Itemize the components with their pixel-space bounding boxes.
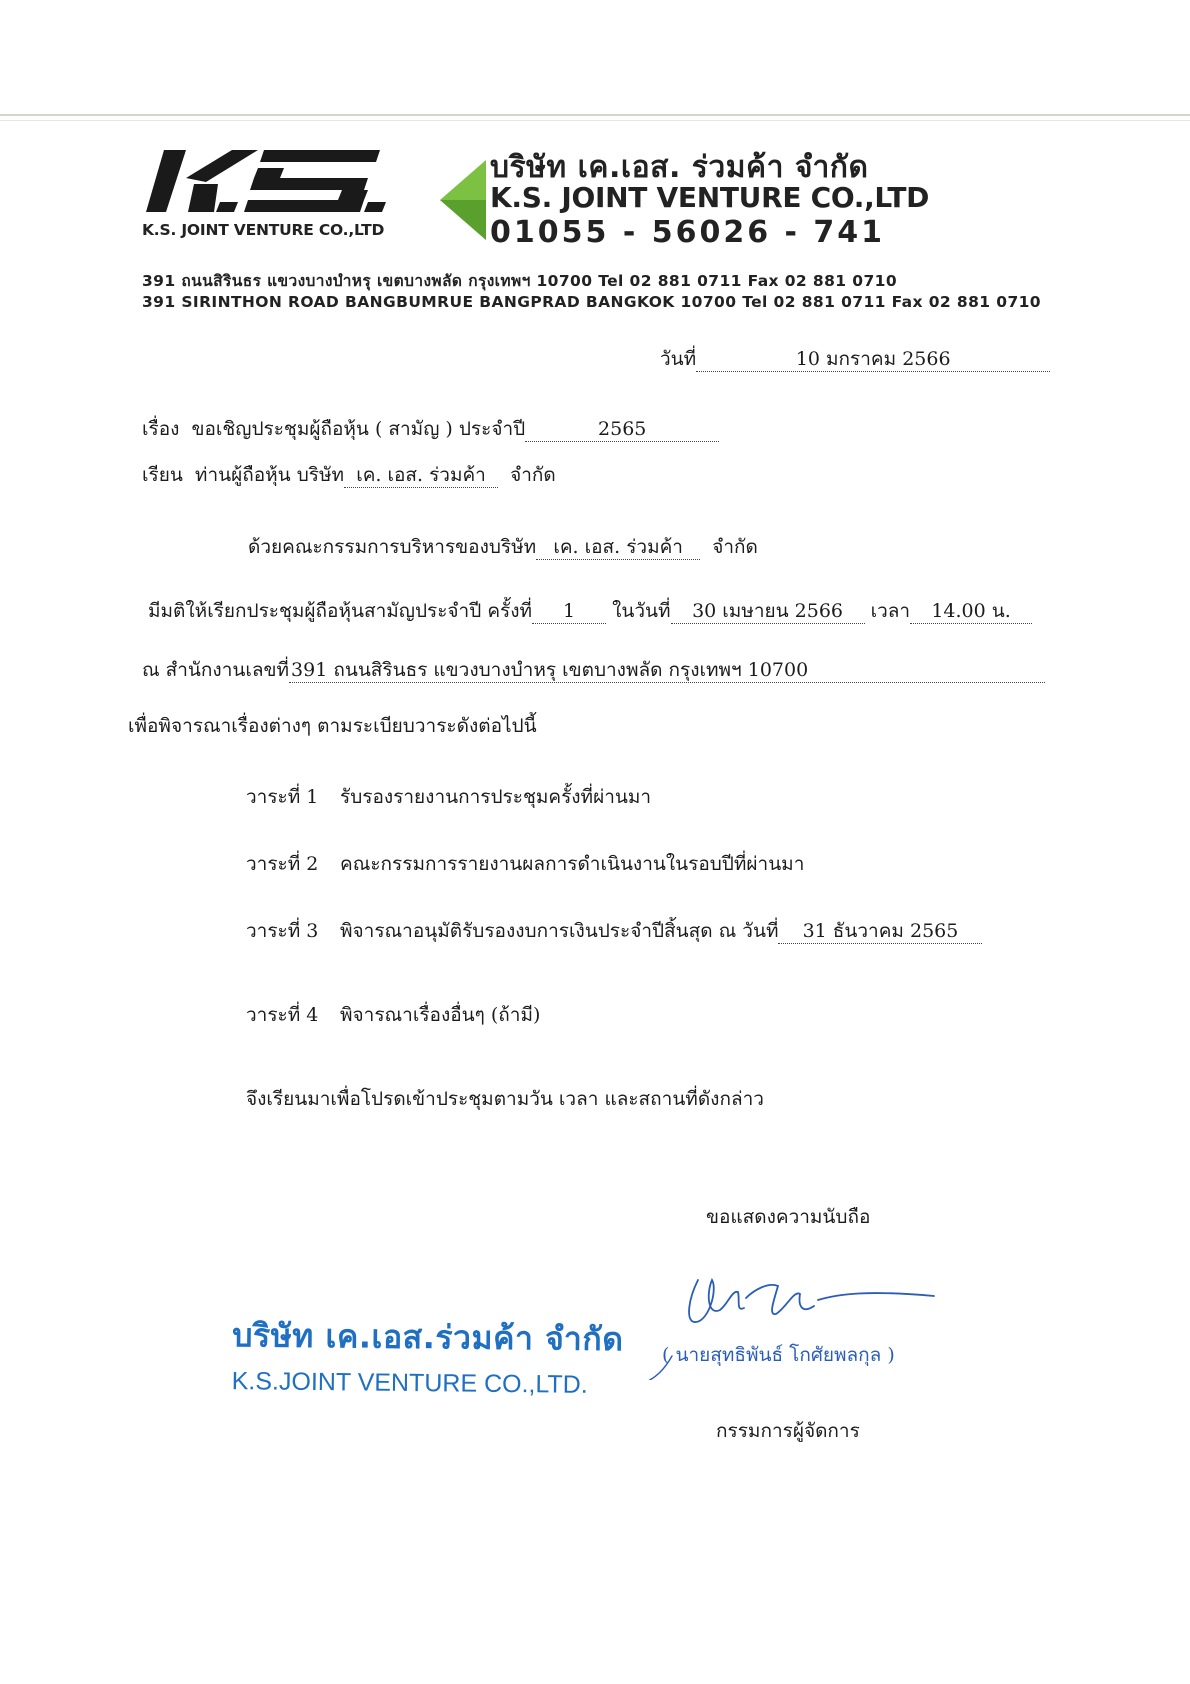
to-company: เค. เอส. ร่วมค้า bbox=[344, 465, 498, 488]
venue-label: ณ สำนักงานเลขที่ bbox=[142, 659, 290, 681]
date-label: วันที่ bbox=[660, 348, 697, 370]
subject-year: 2565 bbox=[525, 419, 719, 442]
meeting-date: 30 เมษายน 2566 bbox=[671, 601, 865, 624]
subject-line bbox=[142, 414, 719, 444]
registration-number: 01055 - 56026 - 741 bbox=[490, 215, 886, 250]
agenda-label: วาระที่ 3 bbox=[246, 920, 319, 942]
agenda-item bbox=[246, 849, 804, 879]
paragraph-2 bbox=[148, 596, 1032, 626]
date-line bbox=[660, 344, 1050, 374]
agenda-text: คณะกรรมการรายงานผลการดำเนินงานในรอบปีที่ผ่านมา bbox=[340, 853, 805, 875]
signature bbox=[628, 1260, 948, 1380]
arrow-icon bbox=[440, 160, 486, 240]
company-name-english: K.S. JOINT VENTURE CO.,LTD bbox=[490, 181, 930, 214]
closing-request: จึงเรียนมาเพื่อโปรดเข้าประชุมตามวัน เวลา และสถานที่ดังกล่าว bbox=[246, 1088, 764, 1110]
agenda-item bbox=[246, 916, 982, 946]
para2-prefix: มีมติให้เรียกประชุมผู้ถือหุ้นสามัญประจำปี ครั้งที่ bbox=[148, 600, 533, 622]
company-stamp bbox=[231, 1310, 624, 1400]
agenda-intro: เพื่อพิจารณาเรื่องต่างๆ ตามระเบียบวาระดังต่อไปนี้ bbox=[128, 715, 537, 737]
agenda-item bbox=[246, 1000, 540, 1030]
agenda-item bbox=[246, 782, 651, 812]
meeting-time: 14.00 น. bbox=[910, 601, 1032, 624]
agenda-fill: 31 ธันวาคม 2565 bbox=[778, 921, 982, 944]
agenda-label: วาระที่ 1 bbox=[246, 786, 319, 808]
salutation-line bbox=[142, 460, 556, 490]
venue-line bbox=[142, 655, 1045, 685]
paragraph-1 bbox=[248, 532, 758, 562]
signer-name: ( นายสุทธิพันธ์ โกศัยพลกุล ) bbox=[662, 1344, 895, 1366]
stamp-thai: บริษัท เค.เอส.ร่วมค้า จำกัด bbox=[231, 1316, 624, 1359]
address-thai: 391 ถนนสิรินธร แขวงบางบำหรุ เขตบางพลัด กรุงเทพฯ 10700 Tel 02 881 0711 Fax 02 881 0710 bbox=[142, 272, 897, 290]
subject-text: ขอเชิญประชุมผู้ถือหุ้น ( สามัญ ) ประจำปี bbox=[191, 418, 526, 440]
para1-text: ด้วยคณะกรรมการบริหารของบริษัท bbox=[248, 536, 537, 558]
para1-suffix: จำกัด bbox=[712, 536, 758, 558]
closing: ขอแสดงความนับถือ bbox=[706, 1206, 871, 1228]
agenda-text: รับรองรายงานการประชุมครั้งที่ผ่านมา bbox=[340, 786, 652, 808]
signer-title: กรรมการผู้จัดการ bbox=[716, 1420, 860, 1442]
para2-date-label: ในวันที่ bbox=[612, 600, 671, 622]
to-label: เรียน bbox=[142, 464, 183, 486]
header-rule bbox=[0, 114, 1190, 116]
para2-time-label: เวลา bbox=[870, 600, 911, 622]
to-text: ท่านผู้ถือหุ้น บริษัท bbox=[194, 464, 345, 486]
agenda-label: วาระที่ 4 bbox=[246, 1004, 319, 1026]
meeting-number: 1 bbox=[532, 601, 606, 624]
para1-company: เค. เอส. ร่วมค้า bbox=[536, 537, 700, 560]
agenda-text: พิจารณาเรื่องอื่นๆ (ถ้ามี) bbox=[340, 1004, 541, 1026]
header-rule-thin bbox=[0, 120, 1190, 121]
stamp-english: K.S.JOINT VENTURE CO.,LTD. bbox=[231, 1367, 588, 1399]
agenda-label: วาระที่ 2 bbox=[246, 853, 319, 875]
to-suffix: จำกัด bbox=[510, 464, 556, 486]
logo-caption: K.S. JOINT VENTURE CO.,LTD bbox=[142, 221, 385, 239]
address-english: 391 SIRINTHON ROAD BANGBUMRUE BANGPRAD BANGKOK 10700 Tel 02 881 0711 Fax 02 881 0710 bbox=[142, 293, 1041, 311]
company-name-thai: บริษัท เค.เอส. ร่วมค้า จำกัด bbox=[490, 150, 869, 185]
agenda-text: พิจารณาอนุมัติรับรองงบการเงินประจำปีสิ้นสุด ณ วันที่ bbox=[340, 920, 779, 942]
subject-label: เรื่อง bbox=[142, 418, 180, 440]
date-value: 10 มกราคม 2566 bbox=[696, 349, 1050, 372]
venue: 391 ถนนสิรินธร แขวงบางบำหรุ เขตบางพลัด กรุงเทพฯ 10700 bbox=[289, 660, 1045, 683]
